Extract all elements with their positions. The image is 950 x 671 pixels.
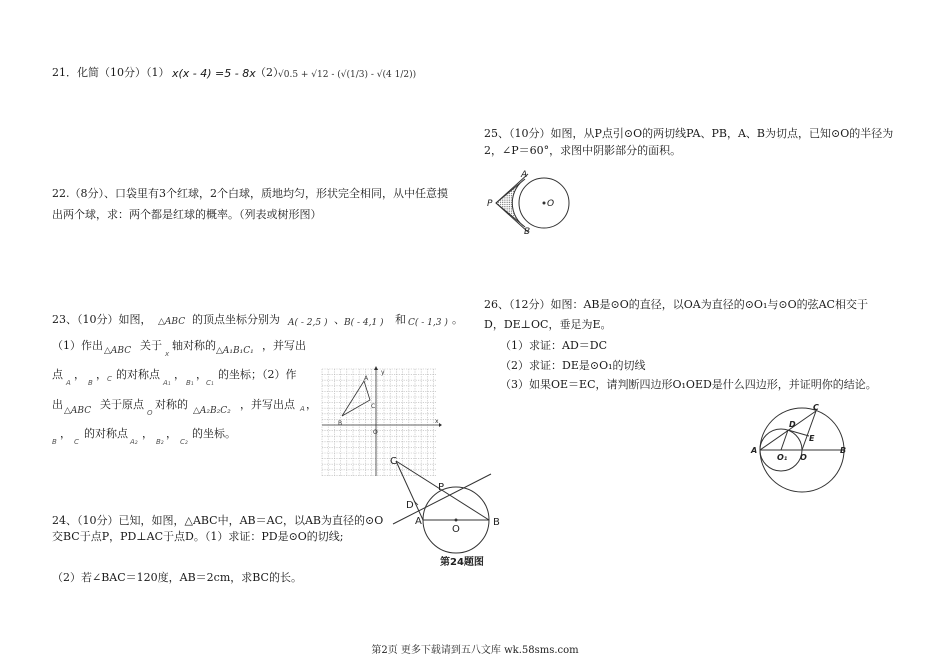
- q24-line-1: 24、（10分）已知，如图，△ABC中，AB＝AC，以AB为直径的⊙O: [52, 514, 384, 527]
- q23-comma-4: ，: [196, 368, 207, 381]
- q23-comma-7: ，: [142, 427, 153, 440]
- q23-c2: C₂: [180, 438, 188, 446]
- label-o1: O₁: [777, 453, 788, 462]
- q23-o: O: [147, 409, 153, 417]
- q26-figure: [746, 398, 854, 498]
- q26-line-2: D，DE⊥OC，垂足为E。: [484, 318, 612, 331]
- q21-part2-label: （2）: [255, 66, 284, 79]
- q23-x-axis: x: [165, 350, 170, 358]
- q21-equation-2: √0.5 + √12 - (√(1/3) - √(4 1/2)): [278, 70, 417, 80]
- q23-triangle-a2b2c2: △A₂B₂C₂: [193, 406, 231, 416]
- q22-line-2: 出两个球，求：两个都是红球的概率。（列表或树形图）: [52, 208, 322, 221]
- vertex-a-label: A: [364, 375, 369, 382]
- label-d: D: [406, 500, 414, 511]
- q24-line-2: 交BC于点P，PD⊥AC于点D。（1）求证：PD是⊙O的切线;: [52, 530, 344, 543]
- label-p: P: [487, 199, 493, 209]
- q26-line-1: 26、（12分）如图：AB是⊙O的直径，以OA为直径的⊙O₁与⊙O的弦AC相交于: [484, 298, 868, 311]
- label-c: C: [390, 456, 397, 467]
- triangle-abc: [342, 381, 370, 416]
- q23-line-2c: 轴对称的: [172, 339, 216, 352]
- figure-caption: 第24题图: [440, 557, 484, 568]
- q24-line-3: （2）若∠BAC＝120度，AB＝2cm，求BC的长。: [52, 571, 302, 584]
- q23-triangle-abc-3: △ABC: [64, 406, 92, 416]
- label-c: C: [813, 403, 819, 412]
- q23-line-1a: 23、（10分）如图，: [52, 313, 152, 326]
- q23-line-1b: 的顶点坐标分别为: [192, 313, 280, 326]
- q26-part-2: （2）求证：DE是⊙O₁的切线: [500, 359, 646, 372]
- q23-line-2b: 关于: [140, 339, 162, 352]
- q23-sep: 、: [334, 313, 345, 326]
- label-b: B: [493, 517, 500, 528]
- center-dot: [543, 202, 546, 205]
- q23-line-4a: 出: [52, 398, 63, 411]
- q23-a1: A₁: [163, 379, 171, 387]
- label-e: E: [809, 434, 815, 443]
- vertex-b-label: B: [338, 420, 343, 427]
- q23-end: 。: [452, 313, 463, 326]
- q23-b: B: [88, 379, 93, 387]
- q23-line-3a: 点: [52, 368, 63, 381]
- q23-line-4b: 关于原点: [100, 398, 144, 411]
- origin-label: O: [373, 429, 378, 436]
- q23-b2: B₂: [156, 438, 164, 446]
- label-a: A: [521, 170, 528, 180]
- q23-comma-3: ，: [174, 368, 185, 381]
- q23-point-c: C( - 1,3 ): [408, 318, 448, 328]
- label-b: B: [840, 446, 847, 455]
- q26-part-1: （1）求证：AD＝DC: [500, 339, 607, 352]
- q23-a: A: [66, 379, 71, 387]
- q23-triangle-a1b1c1: △A₁B₁C₁: [216, 346, 254, 356]
- label-a: A: [415, 516, 422, 527]
- q25-line-2: 2，∠P＝60°，求图中阴影部分的面积。: [484, 144, 682, 157]
- x-axis-arrow-icon: [439, 423, 442, 427]
- q23-a-2: A: [300, 405, 305, 413]
- q26-part-3: （3）如果OE＝EC，请判断四边形O₁OED是什么四边形，并证明你的结论。: [500, 378, 877, 391]
- q23-line-3c: 的坐标；（2）作: [218, 368, 297, 381]
- q23-and: 和: [395, 313, 406, 326]
- q25-figure: [484, 166, 579, 238]
- q23-c1: C₁: [206, 379, 214, 387]
- label-o: O: [452, 524, 460, 535]
- q23-line-4d: ，并写出点: [240, 398, 295, 411]
- q23-comma-8: ，: [166, 427, 177, 440]
- label-o: O: [547, 199, 555, 209]
- q23-triangle-abc: △ABC: [158, 317, 186, 327]
- q23-point-b: B( - 4,1 ): [344, 318, 384, 328]
- q23-comma-2: ，: [96, 368, 107, 381]
- q23-line-5b: 的对称点: [84, 427, 128, 440]
- segment-de: [788, 430, 809, 436]
- center-dot: [455, 519, 458, 522]
- q23-b-2: B: [52, 438, 57, 446]
- segment-oc: [802, 411, 816, 450]
- q23-c: C: [107, 375, 112, 383]
- q23-c-2: C: [74, 438, 79, 446]
- label-p: P: [438, 482, 445, 493]
- x-axis-label: x: [435, 418, 439, 425]
- y-axis-label: y: [381, 369, 385, 376]
- q23-point-a: A( - 2,5 ): [288, 318, 328, 328]
- y-axis-arrow-icon: [374, 366, 378, 370]
- q23-line-2a: （1）作出: [52, 339, 103, 352]
- q23-line-5c: 的坐标。: [192, 427, 236, 440]
- q23-comma-6: ，: [60, 427, 71, 440]
- label-a: A: [751, 446, 758, 455]
- q23-triangle-abc-2: △ABC: [104, 346, 132, 356]
- vertex-c-label: C: [371, 403, 376, 410]
- q24-figure: [388, 448, 513, 572]
- q23-line-2d: ，并写出: [262, 339, 306, 352]
- q23-a2: A₂: [130, 438, 138, 446]
- q25-line-1: 25、（10分）如图，从P点引⊙O的两切线PA、PB，A、B为切点，已知⊙O的半径为: [484, 127, 894, 140]
- page-footer: 第2页 更多下载请到五八文库 wk.58sms.com: [371, 645, 579, 656]
- q23-comma-1: ，: [74, 368, 85, 381]
- q23-comma-5: ，: [306, 398, 317, 411]
- q23-line-4c: 对称的: [155, 398, 188, 411]
- q22-line-1: 22.（8分）、口袋里有3个红球，2个白球，质地均匀，形状完全相同，从中任意摸: [52, 187, 448, 200]
- q21-label: 21．化简（10分）（1）: [52, 66, 170, 79]
- shaded-region: [496, 179, 525, 227]
- label-d: D: [789, 420, 796, 429]
- q23-b1: B₁: [186, 379, 194, 387]
- label-o: O: [800, 453, 807, 462]
- label-b: B: [524, 227, 531, 237]
- q23-line-3b: 的对称点: [116, 368, 160, 381]
- q21-equation-1: x(x - 4) =5 - 8x: [172, 67, 256, 80]
